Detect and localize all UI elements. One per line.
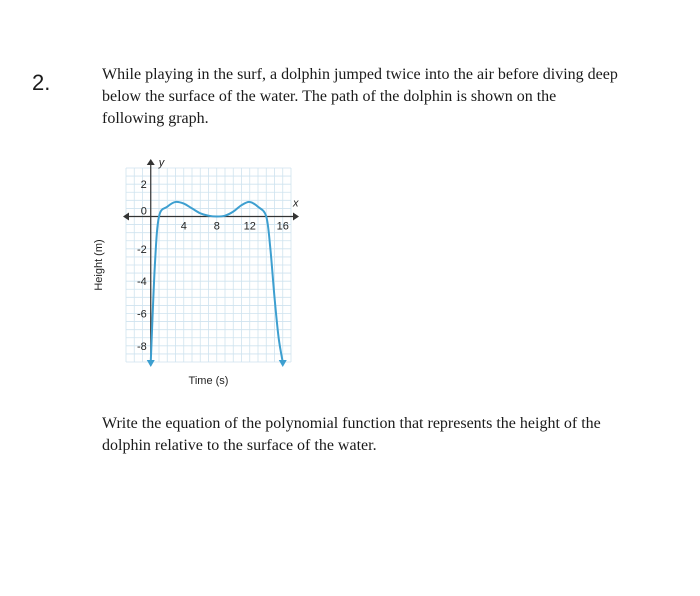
x-tick-label: 8 (213, 220, 220, 233)
chart-svg (86, 150, 316, 400)
line-end-arrow-left (147, 360, 155, 367)
line-end-arrow-right (279, 360, 287, 367)
y-axis-letter: y (158, 157, 165, 169)
x-tick-label: 12 (243, 220, 256, 233)
question-number: 2. (32, 70, 51, 95)
y-tick-label: 2 (140, 179, 147, 192)
y-tick-label: -8 (136, 340, 147, 353)
y-tick-label: -2 (136, 243, 147, 256)
x-axis-arrow-right (293, 213, 299, 221)
x-tick-label: 16 (276, 220, 289, 233)
x-axis-letter: x (293, 197, 299, 210)
x-tick-label: 4 (180, 220, 187, 233)
x-tick-label: 0 (140, 205, 147, 218)
question-intro: While playing in the surf, a dolphin jumped twice into the air before diving deep below the surface of the water. The path of the dolphin is shown on the following graph. (102, 66, 618, 127)
x-axis-label: Time (s) (188, 375, 229, 387)
y-axis-arrow-up (147, 159, 155, 165)
dolphin-path-graph (86, 150, 316, 400)
y-tick-label: -4 (136, 276, 147, 289)
y-axis-label: Height (m) (93, 239, 105, 291)
y-tick-label: -6 (136, 308, 147, 321)
question-prompt: Write the equation of the polynomial function that represents the height of the dolphin relative to the surface of the water. (102, 415, 601, 454)
